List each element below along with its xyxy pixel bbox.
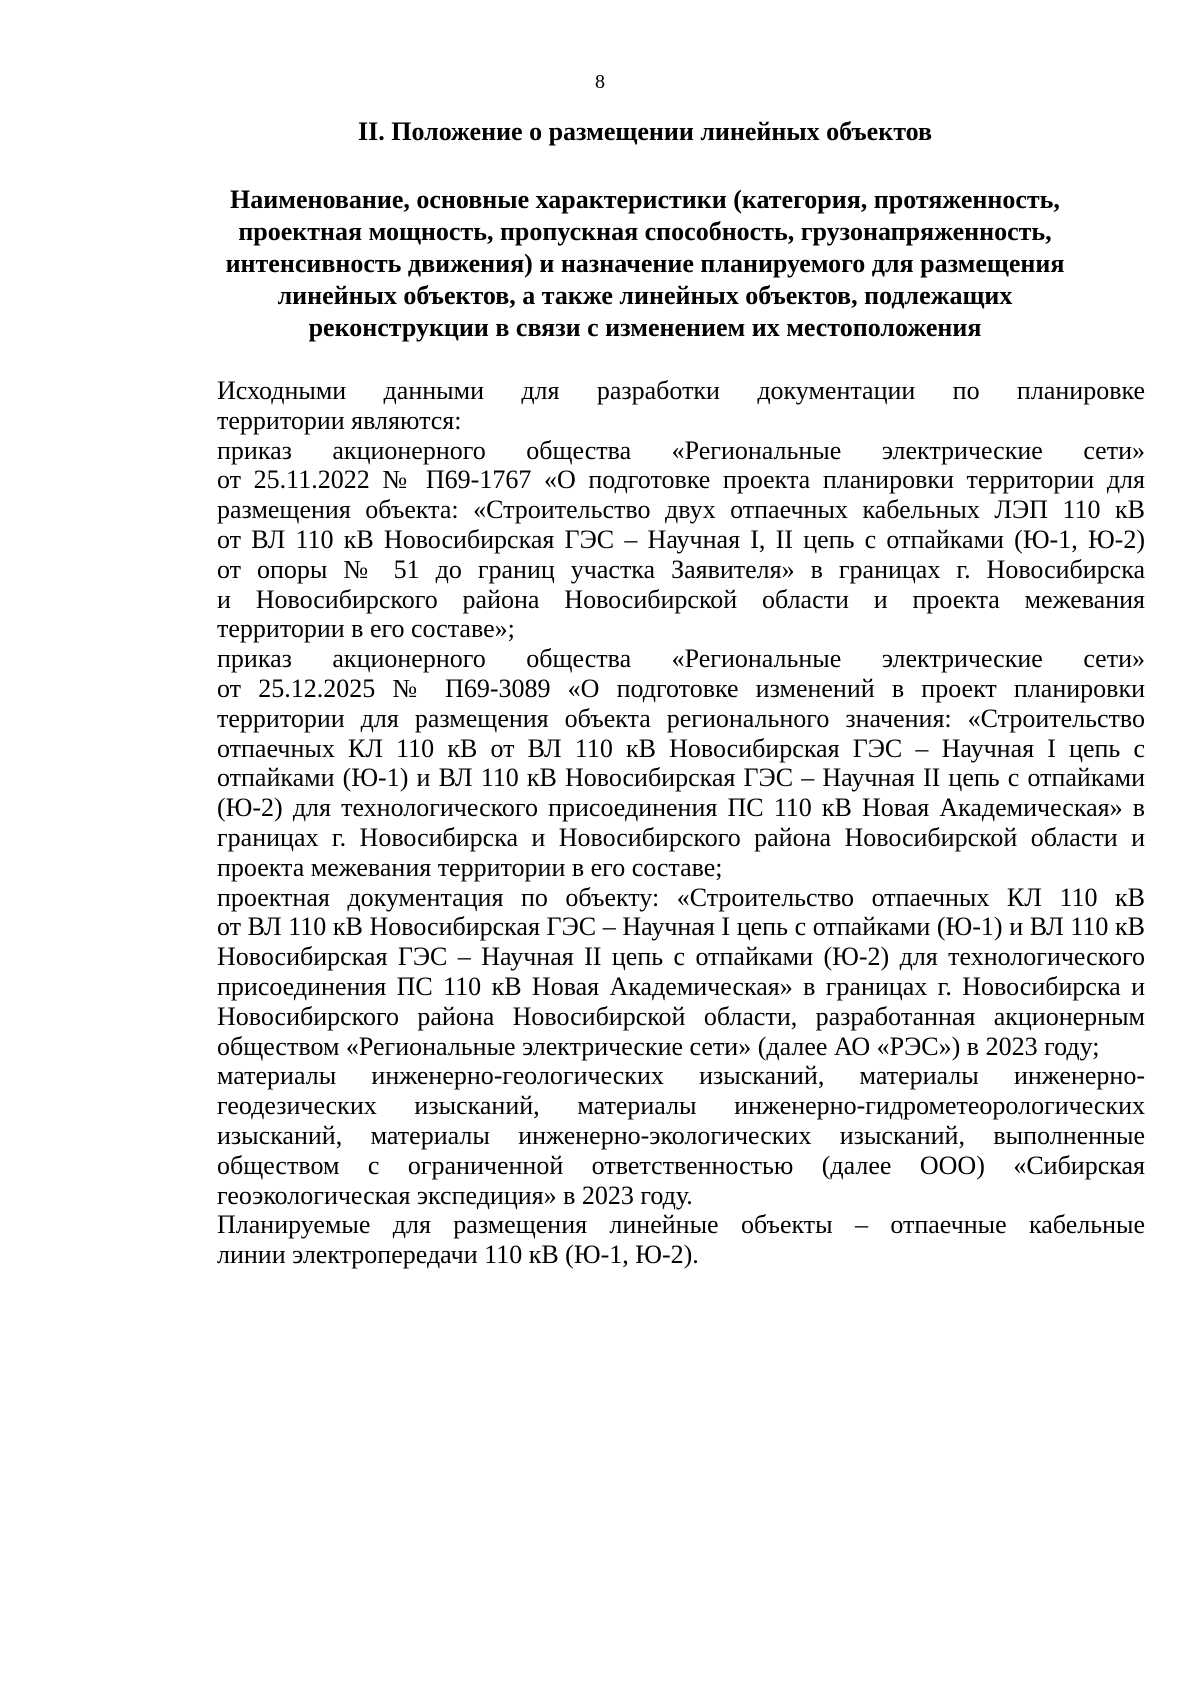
page-number: 8 [595, 71, 605, 93]
document-body [145, 376, 1145, 1270]
text-line: от ВЛ 110 кВ Новосибирская ГЭС – Научная I цепь с отпайками (Ю-1) и ВЛ 110 кВ [217, 912, 1145, 942]
text-line: геоэкологическая экспедиция» в 2023 году. [217, 1180, 693, 1210]
text-line: приказ акционерного общества «Региональные электрические сети» [217, 644, 1145, 674]
paragraph-survey-materials [145, 1061, 1145, 1210]
text-line: проектная документация по объекту: «Строительство отпаечных КЛ 110 кВ [217, 882, 1145, 912]
paragraph-order-2025 [145, 644, 1145, 882]
heading-line: линейных объектов, а также линейных объектов, подлежащих [277, 281, 1013, 310]
text-line: Новосибирского района Новосибирской области, разработанная акционерным [217, 1001, 1145, 1031]
text-line: территории являются: [217, 405, 462, 435]
text-line: Новосибирская ГЭС – Научная II цепь с отпайками (Ю-2) для технологического [217, 942, 1145, 972]
text-line: границах г. Новосибирска и Новосибирского района Новосибирской области и [217, 822, 1145, 852]
text-line: материалы инженерно-геологических изысканий, материалы инженерно- [217, 1061, 1145, 1091]
heading-line: реконструкции в связи с изменением их местоположения [308, 313, 982, 342]
paragraph-planned-objects [145, 1210, 1145, 1270]
text-line: от 25.12.2025 № П69-3089 «О подготовке изменений в проект планировки [217, 673, 1145, 703]
text-line: проекта межевания территории в его составе; [217, 852, 723, 882]
text-line: обществом с ограниченной ответственностью (далее ООО) «Сибирская [217, 1150, 1145, 1180]
paragraph-project-documentation [145, 883, 1145, 1062]
text-line: обществом «Региональные электрические сети» (далее АО «РЭС») в 2023 году; [217, 1031, 1100, 1061]
text-line: Исходными данными для разработки документации по планировке [217, 376, 1145, 405]
text-line: (Ю-2) для технологического присоединения ПС 110 кВ Новая Академическая» в [217, 793, 1145, 823]
text-line: Планируемые для размещения линейные объекты – отпаечные кабельные [217, 1210, 1145, 1240]
text-line: изысканий, материалы инженерно-экологических изысканий, выполненные [217, 1120, 1145, 1150]
text-line: геодезических изысканий, материалы инженерно-гидрометеорологических [217, 1091, 1145, 1121]
text-line: от опоры № 51 до границ участка Заявителя» в границах г. Новосибирска [217, 554, 1145, 584]
section-title: II. Положение о размещении линейных объектов [357, 117, 933, 146]
text-line: от 25.11.2022 № П69-1767 «О подготовке проекта планировки территории для [217, 465, 1145, 495]
text-line: линии электропередачи 110 кВ (Ю-1, Ю-2). [217, 1240, 699, 1270]
heading-line: интенсивность движения) и назначение планируемого для размещения [225, 249, 1065, 278]
text-line: размещения объекта: «Строительство двух отпаечных кабельных ЛЭП 110 кВ [217, 495, 1145, 525]
text-line: присоединения ПС 110 кВ Новая Академическая» в границах г. Новосибирска и [217, 971, 1145, 1001]
paragraph-source-data-intro [145, 376, 1145, 436]
heading-line: Наименование, основные характеристики (категория, протяженность, [230, 185, 1060, 214]
text-line: и Новосибирского района Новосибирской области и проекта межевания [217, 584, 1145, 614]
text-line: отпайками (Ю-1) и ВЛ 110 кВ Новосибирская ГЭС – Научная II цепь с отпайками [217, 763, 1145, 793]
text-line: от ВЛ 110 кВ Новосибирская ГЭС – Научная I, II цепь с отпайками (Ю-1, Ю-2) [217, 524, 1145, 554]
text-line: приказ акционерного общества «Региональные электрические сети» [217, 435, 1145, 465]
text-line: территории в его составе»; [217, 614, 515, 644]
text-line: отпаечных КЛ 110 кВ от ВЛ 110 кВ Новосибирская ГЭС – Научная I цепь с [217, 733, 1145, 763]
heading-line: проектная мощность, пропускная способность, грузонапряженность, [238, 217, 1052, 246]
text-line: территории для размещения объекта регионального значения: «Строительство [217, 703, 1145, 733]
subsection-heading [145, 184, 1145, 344]
paragraph-order-2022 [145, 436, 1145, 645]
